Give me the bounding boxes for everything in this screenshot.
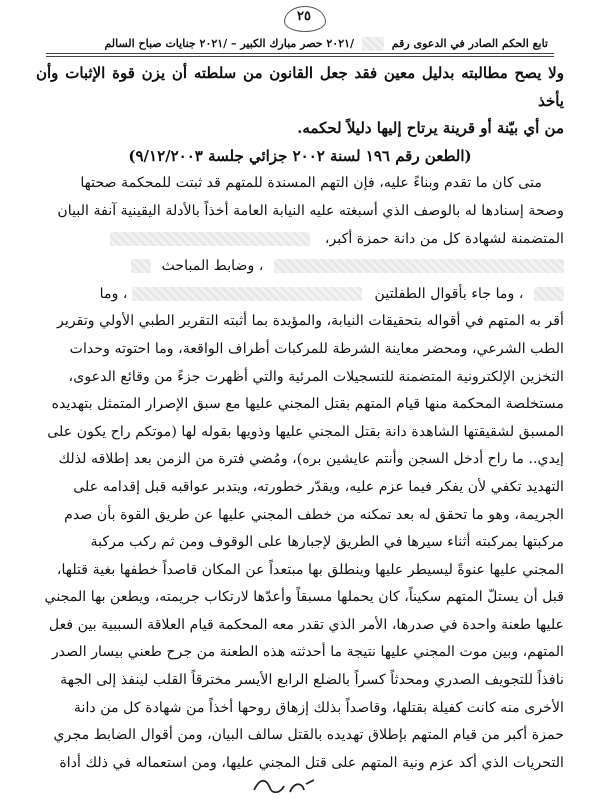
paragraph-line: ، وضابط المباحث — [36, 253, 564, 281]
redacted-name — [274, 259, 564, 273]
header-right: تابع الحكم الصادر في الدعوى رقم — [391, 37, 548, 50]
paragraph-line: التخزين الإلكترونية المتضمنة للتسجيلات المرئية والتي أظهرت جزءً من وقائع الدعوى، — [68, 368, 564, 385]
paragraph-line: قبل أن يستلّ المتهم سكيناً، كان يحملها مسبقاً وأعدّها لارتكاب جريمته، ويطعن بها المجني — [44, 589, 564, 606]
judgment-text — [36, 60, 564, 777]
paragraph-line: مركبتها بمركبته أثناء سيرها في الطريق لإجبارها على الوقوف ومن ثم ركب مركبة — [90, 534, 564, 551]
redacted-name — [534, 287, 564, 301]
paragraph-line: الجريمة، وهو ما تحقق له بعد تمكنه من خطف المجني عليها عن طريق القوة بأن صدم — [64, 506, 564, 523]
paragraph-line: المجني عليها عنوةً ليسيطر عليها وينطلق بها مبتعداً عن المكان قاصداً خطفها بغية قتلها، — [56, 561, 564, 578]
paragraph-line: التحريات الذي أكد عزم ونية المتهم على قتل المجني عليها، ومن استعماله في ذلك أداة — [59, 754, 564, 771]
paragraph-line: متى كان ما تقدم وبناءً عليه، فإن التهم المسندة للمتهم قد ثبتت للمحكمة صحتها — [80, 175, 542, 192]
page-number: ٢٥ — [297, 9, 311, 24]
paragraph-line: الطب الشرعي، ومحضر معاينة الشرطة للمركبات أطراف الواقعة، وما احتوته وحدات — [69, 340, 564, 357]
paragraph-line: حمزة أكبر من قيام المتهم بإطلاق تهديده بالقتل سالف البيان، ومن أقوال الضابط مجري — [53, 727, 564, 744]
paragraph-line: التهديد تكفي لأن يفكر فيما عزم عليه، ويقدّر خطورته، ويتدبر عواقبه قبل إقدامه على — [73, 478, 564, 495]
header-rule-top — [46, 53, 554, 54]
paragraph-line: المتضمنة لشهادة كل من دانة حمزة أكبر، — [36, 226, 564, 254]
header-rule-bottom — [46, 56, 554, 57]
handwritten-signature — [250, 772, 320, 798]
paragraph-line: الأخرى منه كانت كفيلة بقتلها، وقاصداً بذلك إزهاق روحها أخذاً من شهادة كل من دانة — [73, 699, 564, 716]
redacted-name — [132, 287, 362, 301]
paragraph-line: عليها طعنة واحدة في صدرها، الأمر الذي تقدر معه المحكمة قيام العلاقة السببية بين فعل — [48, 616, 564, 633]
paragraph-line: إيدي.. ما راح أدخل السجن وأنتم عايشين بره)، ومُضي فترة من الزمن بعد إطلاقه لذلك — [58, 451, 564, 468]
citation-heading: (الطعن رقم ١٩٦ لسنة ٢٠٠٢ جزائي جلسة ٩/١٢/٢٠٠٣) — [128, 146, 472, 165]
header-left: /٢٠٢١ حصر مبارك الكبير – /٢٠٢١ جنايات صباح السالم — [104, 37, 355, 50]
paragraph-line: المسبق لشقيقتها الشاهدة دانة بقتل المجني عليها وذويها بقوله لها (موتكم راح يكون على — [47, 423, 564, 440]
intro-line-2: من أي بيّنة أو قرينة يرتاح إليها دليلاً لحكمه. — [297, 119, 564, 138]
running-header — [70, 37, 548, 51]
redacted-name — [131, 259, 151, 273]
paragraph-line: المتهم، وبين موت المجني عليها نتيجة ما أحدثته هذه الطعنة من جرح طعني بيسار الصدر — [51, 644, 564, 661]
redacted-case-number — [362, 37, 384, 51]
redacted-name — [110, 232, 310, 246]
intro-line-1: ولا يصح مطالبته بدليل معين فقد جعل القانون من سلطته أن يزن قوة الإثبات وأن يأخذ — [36, 64, 564, 110]
paragraph-line: ، وما جاء بأقوال الطفلتين ، وما — [36, 281, 564, 309]
paragraph-line: وصحة إسنادها له بالوصف الذي أسبغته عليه النيابة العامة أخذاً بالأدلة اليقينية آنفة البيان — [57, 202, 564, 219]
paragraph-line: نافذاً للتجويف الصدري ومحدثاً كسراً بالضلع الرابع الأيسر مخترقاً القلب لينفذ إلى الجهة — [60, 672, 564, 689]
paragraph-line: مستخلصة المحكمة منها قيام المتهم بقتل المجني عليها مع سبق الإصرار المتمثل بتهديده — [51, 396, 564, 413]
paragraph-line: أقر به المتهم في أقواله بتحقيقات النيابة، والمؤيدة بما أثبته التقرير الطبي الأولي وتقرير — [57, 313, 564, 330]
